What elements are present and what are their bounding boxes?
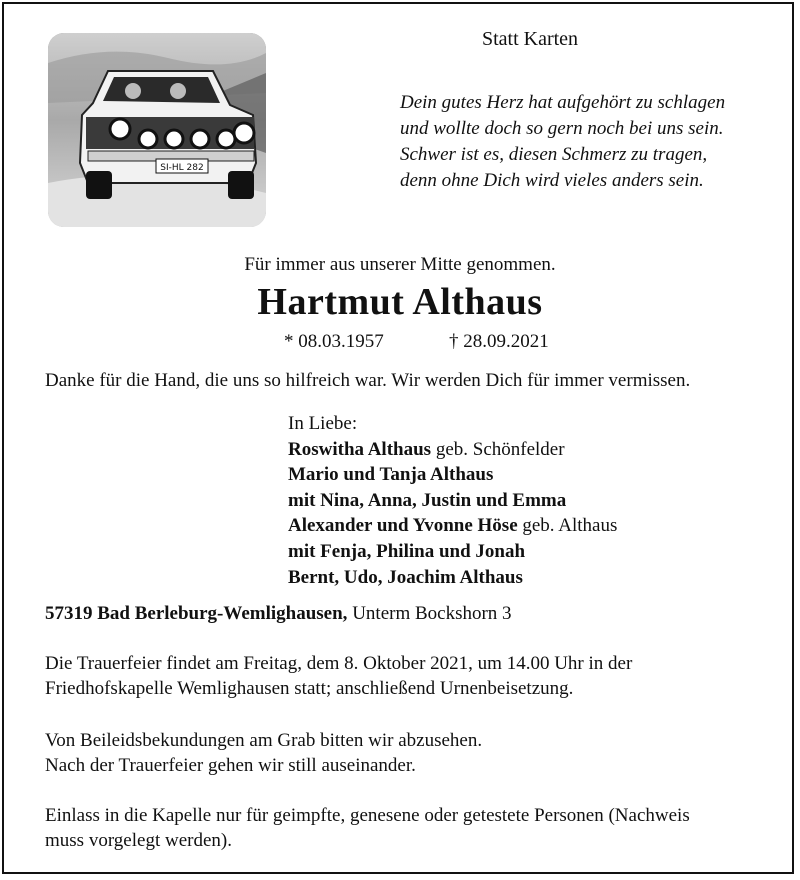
family-member-note: geb. Althaus — [517, 515, 618, 537]
family-member-note: geb. Schönfelder — [431, 438, 565, 460]
address — [45, 603, 512, 625]
poem — [400, 90, 725, 194]
paragraph-line: Friedhofskapelle Wemlighausen statt; anschließend Urnenbeisetzung. — [45, 678, 574, 699]
license-plate: SI-HL 282 — [160, 163, 204, 173]
poem-line: Dein gutes Herz hat aufgehört zu schlagen — [400, 92, 726, 113]
family-member — [288, 437, 617, 463]
family-member — [288, 513, 617, 539]
paragraph-line: Einlass in die Kapelle nur für geimpfte, genesene oder getestete Personen (Nachweis — [45, 805, 690, 826]
intro-line: Für immer aus unserer Mitte genommen. — [244, 254, 556, 275]
family-list — [288, 411, 617, 590]
family-member: Mario und Tanja Althaus — [288, 464, 494, 486]
thanks-line: Danke für die Hand, die uns so hilfreich war. Wir werden Dich für immer vermissen. — [45, 370, 691, 391]
deceased-name: Hartmut Althaus — [257, 281, 543, 323]
condolence-info — [45, 728, 482, 778]
family-member: Bernt, Udo, Joachim Althaus — [288, 566, 523, 588]
paragraph-line: Die Trauerfeier findet am Freitag, dem 8. Oktober 2021, um 14.00 Uhr in der — [45, 653, 633, 674]
paragraph-line: Von Beileidsbekundungen am Grab bitten wir abzusehen. — [45, 730, 483, 751]
paragraph-line: Nach der Trauerfeier gehen wir still auseinander. — [45, 755, 416, 776]
funeral-info — [45, 651, 632, 701]
family-member: mit Nina, Anna, Justin und Emma — [288, 489, 567, 511]
address-place: 57319 Bad Berleburg-Wemlighausen, — [45, 603, 348, 624]
poem-line: denn ohne Dich wird vieles anders sein. — [400, 170, 704, 191]
address-street: Unterm Bockshorn 3 — [347, 603, 512, 624]
poem-line: Schwer ist es, diesen Schmerz zu tragen, — [400, 144, 708, 165]
family-member: mit Fenja, Philina und Jonah — [288, 540, 526, 562]
statt-karten: Statt Karten — [481, 28, 579, 50]
admission-info — [45, 803, 690, 853]
family-member-name: Alexander und Yvonne Höse — [288, 515, 518, 537]
paragraph-line: muss vorgelegt werden). — [45, 830, 232, 851]
rally-car-image — [48, 33, 266, 227]
family-member-name: Roswitha Althaus — [288, 438, 432, 460]
in-love-label: In Liebe: — [288, 413, 358, 434]
death-date: † 28.09.2021 — [449, 331, 549, 352]
poem-line: und wollte doch so gern noch bei uns sein. — [400, 118, 724, 139]
birth-date: * 08.03.1957 — [284, 331, 384, 352]
memorial-photo — [48, 33, 266, 227]
